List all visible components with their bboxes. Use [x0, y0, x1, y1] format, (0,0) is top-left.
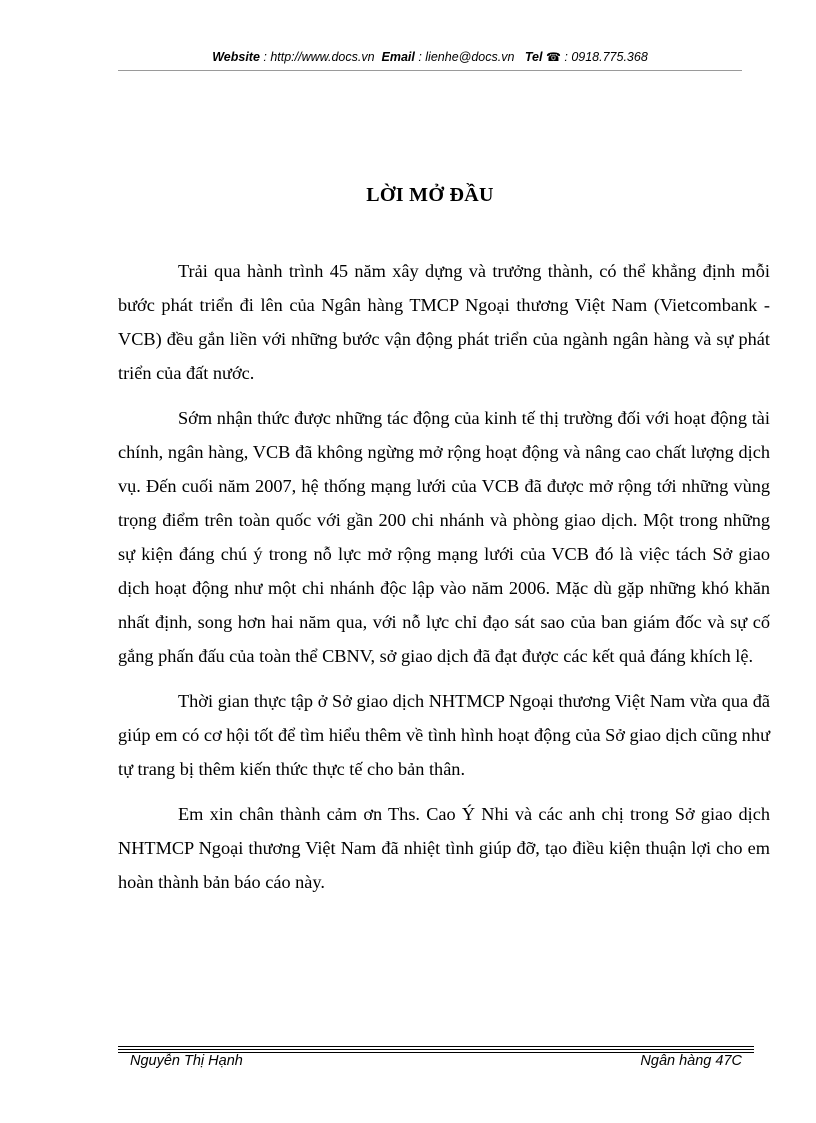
document-body [118, 254, 770, 910]
paragraph-1: Trải qua hành trình 45 năm xây dựng và trưởng thành, có thể khẳng định mỗi bước phát triển đi lên của Ngân hàng TMCP Ngoại thương Việt Nam (Vietcombank - VCB) đều gắn liền với những bước vận động phát triển của ngành ngân hàng và sự phát triển của đất nước. [118, 261, 770, 383]
website-separator: : [259, 50, 271, 64]
page-header [118, 50, 742, 64]
page-title: LỜI MỞ ĐẦU [366, 184, 494, 206]
email-separator: : [414, 50, 426, 64]
paragraph-4: Em xin chân thành cảm ơn Ths. Cao Ý Nhi và các anh chị trong Sở giao dịch NHTMCP Ngoại thương Việt Nam đã nhiệt tình giúp đỡ, tạo điều kiện thuận lợi cho em hoàn thành bản báo cáo này. [118, 804, 770, 892]
footer-divider [118, 1046, 754, 1050]
phone-icon: ☎ [545, 50, 561, 64]
email-label: Email [381, 50, 415, 64]
tel-value: 0918.775.368 [571, 50, 648, 64]
tel-separator: : [560, 50, 572, 64]
footer-author: Nguyễn Thị Hạnh [130, 1053, 243, 1069]
header-divider [118, 70, 742, 71]
email-link[interactable]: lienhe@docs.vn [425, 50, 515, 64]
paragraph-2: Sớm nhận thức được những tác động của kinh tế thị trường đối với hoạt động tài chính, ngân hàng, VCB đã không ngừng mở rộng hoạt động và nâng cao chất lượng dịch vụ. Đến cuối năm 2007, hệ thống mạng lưới của VCB đã được mở rộng tới những vùng trọng điểm trên toàn quốc với gần 200 chi nhánh và phòng giao dịch. Một trong những sự kiện đáng chú ý trong nỗ lực mở rộng mạng lưới của VCB đó là việc tách Sở giao dịch hoạt động như một chi nhánh độc lập vào năm 2006. Mặc dù gặp những khó khăn nhất định, song hơn hai năm qua, với nỗ lực chỉ đạo sát sao của ban giám đốc và sự cố gắng phấn đấu của toàn thể CBNV, sở giao dịch đã đạt được các kết quả đáng khích lệ. [118, 408, 770, 666]
footer-class: Ngân hàng 47C [640, 1053, 742, 1069]
website-label: Website [212, 50, 260, 64]
paragraph-3: Thời gian thực tập ở Sở giao dịch NHTMCP Ngoại thương Việt Nam vừa qua đã giúp em có cơ hội tốt để tìm hiểu thêm về tình hình hoạt động của Sở giao dịch cũng như tự trang bị thêm kiến thức thực tế cho bản thân. [118, 691, 770, 779]
page-footer [130, 1053, 742, 1069]
tel-label: Tel [524, 50, 543, 64]
website-link[interactable]: http://www.docs.vn [270, 50, 375, 64]
